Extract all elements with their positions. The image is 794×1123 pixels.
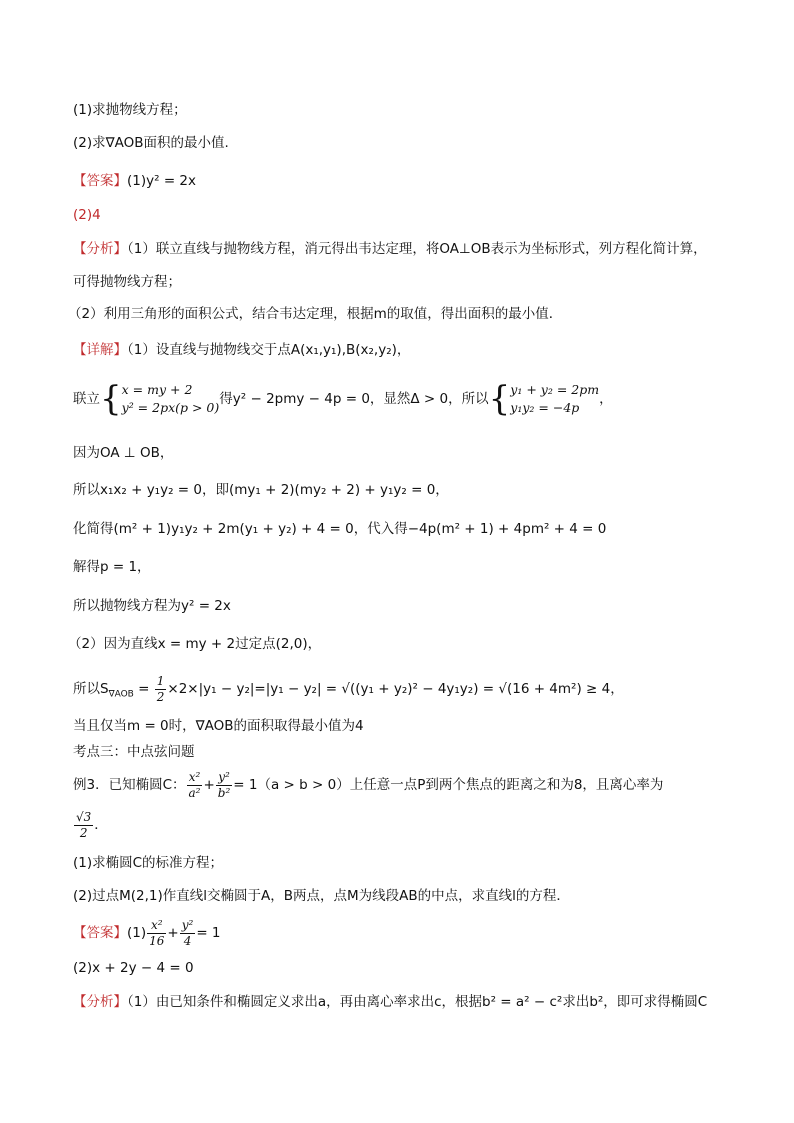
eccentricity-line	[73, 808, 108, 842]
example-3-prefix: 例3．已知椭圆C：	[73, 777, 186, 793]
answer-3-2: (2)x + 2y − 4 = 0	[73, 960, 194, 976]
answer-3-suffix: = 1	[196, 925, 221, 941]
example-3-suffix: = 1（a > b > 0）上任意一点P到两个焦点的距离之和为8，且离心率为	[233, 777, 664, 793]
y-fraction-numerator: y²	[216, 770, 233, 786]
x-fraction	[187, 770, 203, 801]
solve-line: 解得p = 1，	[73, 559, 151, 575]
simplify-line: 化简得(m² + 1)y₁y₂ + 2m(y₁ + y₂) + 4 = 0，代入得−4p(m² + 1) + 4pm² + 4 = 0	[73, 521, 607, 537]
question-1: (1)求抛物线方程；	[73, 102, 187, 118]
answer-3-1	[73, 916, 221, 950]
answer-plus: +	[167, 925, 179, 941]
answer-1-text: (1)y² = 2x	[127, 173, 196, 189]
analysis-tag: 【分析】	[73, 241, 127, 257]
answer-3-prefix: (1)	[127, 925, 147, 941]
answer-2: (2)4	[73, 207, 101, 223]
eccentricity-fraction	[74, 810, 93, 841]
detail-1	[73, 340, 410, 360]
equation-system-2	[510, 381, 599, 417]
answer-x-denominator: 16	[149, 933, 165, 948]
minimum-line: 当且仅当m = 0时，∇AOB的面积取得最小值为4	[73, 718, 364, 734]
half-denominator: 2	[156, 689, 165, 704]
detail-1-text: （1）设直线与抛物线交于点A(x₁,y₁),B(x₂,y₂)，	[127, 342, 411, 358]
section-heading: 考点三：中点弦问题	[73, 744, 195, 760]
so-line: 所以x₁x₂ + y₁y₂ = 0，即(my₁ + 2)(my₂ + 2) + y₁y₂ = 0，	[73, 482, 449, 498]
eccentricity-dot: ．	[94, 817, 108, 833]
system-line	[73, 381, 613, 417]
equation-system-1	[122, 381, 220, 417]
analysis-2: （2）利用三角形的面积公式，结合韦达定理，根据m的取值，得出面积的最小值．	[68, 306, 563, 322]
system-tail: ，	[599, 391, 613, 407]
question-3-2: (2)过点M(2,1)作直线l交椭圆于A，B两点，点M为线段AB的中点，求直线l的方程．	[73, 888, 570, 904]
half-numerator: 1	[156, 673, 165, 688]
area-subscript: ∇AOB	[108, 689, 134, 700]
answer-y-numerator: y²	[181, 917, 194, 932]
answer-x-fraction	[147, 918, 166, 949]
y-fraction-denominator: b²	[217, 785, 231, 800]
analysis-1b: 可得抛物线方程；	[73, 274, 181, 290]
example-3-line	[73, 768, 663, 802]
y-fraction	[216, 770, 233, 801]
parabola-equation-line: 所以抛物线方程为y² = 2x	[73, 598, 231, 614]
answer-1	[73, 171, 196, 191]
eccentricity-denominator: 2	[79, 825, 88, 840]
eccentricity-numerator: √3	[76, 809, 92, 824]
question-2: (2)求∇AOB面积的最小值.	[73, 135, 229, 151]
x-fraction-numerator: x²	[187, 770, 203, 786]
answer-y-denominator: 4	[183, 933, 192, 948]
area-equals: =	[133, 681, 154, 697]
plus-sign: +	[203, 777, 215, 793]
answer-3-tag: 【答案】	[73, 925, 127, 941]
because-line: 因为OA ⊥ OB，	[73, 445, 174, 461]
x-fraction-denominator: a²	[188, 785, 201, 800]
answer-x-numerator: x²	[147, 918, 166, 934]
analysis-3	[73, 992, 707, 1012]
left-brace-2: {	[488, 379, 511, 419]
area-rest: ×2×|y₁ − y₂|=|y₁ − y₂| = √((y₁ + y₂)² − 4y₁y₂) = √(16 + 4m²) ≥ 4，	[167, 681, 624, 697]
system-1-row-1: x = my + 2	[121, 382, 193, 397]
system-middle-text: 得y² − 2pmy − 4p = 0，显然Δ > 0，所以	[219, 391, 489, 407]
analysis-1-text: （1）联立直线与抛物线方程，消元得出韦达定理，将OA⊥OB表示为坐标形式，列方程化简计算，	[127, 241, 707, 257]
answer-y-fraction	[180, 918, 196, 949]
analysis-3-tag: 【分析】	[73, 994, 127, 1010]
half-fraction	[155, 674, 167, 705]
area-line	[73, 672, 624, 712]
answer-tag: 【答案】	[73, 173, 127, 189]
area-prefix: 所以S	[73, 681, 109, 697]
part2-line: （2）因为直线x = my + 2过定点(2,0)，	[68, 636, 322, 652]
detail-tag: 【详解】	[73, 342, 127, 358]
left-brace-1: {	[100, 379, 122, 419]
analysis-3-text: （1）由已知条件和椭圆定义求出a，再由离心率求出c，根据b² = a² − c²求出b²，即可求得椭圆C	[127, 994, 708, 1010]
question-3-1: (1)求椭圆C的标准方程；	[73, 855, 224, 871]
lianli-label: 联立	[73, 391, 100, 407]
system-2-row-1: y₁ + y₂ = 2pm	[510, 382, 600, 397]
analysis-1	[73, 239, 707, 259]
system-1-row-2: y² = 2px(p > 0)	[121, 400, 220, 415]
system-2-row-2: y₁y₂ = −4p	[510, 400, 580, 415]
